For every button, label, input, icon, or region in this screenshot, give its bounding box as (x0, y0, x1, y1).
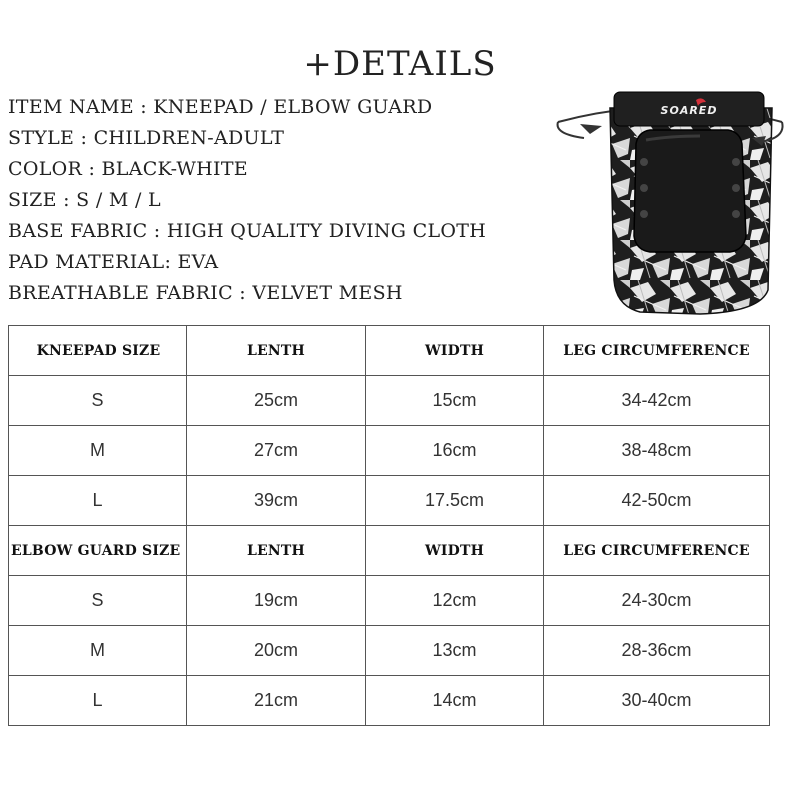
table-row (9, 476, 770, 526)
spec-size: SIZE : S / M / L (8, 189, 161, 211)
length-cell: 19cm (187, 576, 366, 626)
kneepad-product-image (550, 80, 790, 320)
size-cell: L (9, 476, 187, 526)
size-chart-table (8, 325, 770, 726)
table-row (9, 426, 770, 476)
width-cell: 17.5cm (366, 476, 544, 526)
length-header: LENTH (187, 526, 366, 576)
size-cell: L (9, 676, 187, 726)
width-cell: 13cm (366, 626, 544, 676)
circumference-cell: 24-30cm (544, 576, 770, 626)
size-cell: M (9, 626, 187, 676)
width-header: WIDTH (366, 526, 544, 576)
rivet (640, 158, 648, 166)
spec-pad-material: PAD MATERIAL: EVA (8, 251, 219, 273)
spec-item-name: ITEM NAME : KNEEPAD / ELBOW GUARD (8, 96, 433, 118)
rivet (732, 184, 740, 192)
width-cell: 16cm (366, 426, 544, 476)
table-row (9, 576, 770, 626)
length-cell: 39cm (187, 476, 366, 526)
elbow-guard-size-header: ELBOW GUARD SIZE (9, 526, 187, 576)
table-row (9, 676, 770, 726)
length-header: LENTH (187, 326, 366, 376)
table-row (9, 626, 770, 676)
width-cell: 15cm (366, 376, 544, 426)
length-cell: 20cm (187, 626, 366, 676)
table-row (9, 376, 770, 426)
brand-logo: SOARED (660, 104, 718, 117)
rivet (732, 158, 740, 166)
size-cell: S (9, 576, 187, 626)
spec-style: STYLE : CHILDREN-ADULT (8, 127, 285, 149)
rivet (732, 210, 740, 218)
width-cell: 14cm (366, 676, 544, 726)
kneepad-header-row (9, 326, 770, 376)
spec-base-fabric: BASE FABRIC : HIGH QUALITY DIVING CLOTH (8, 220, 487, 242)
circumference-cell: 42-50cm (544, 476, 770, 526)
size-cell: M (9, 426, 187, 476)
circumference-cell: 30-40cm (544, 676, 770, 726)
width-header: WIDTH (366, 326, 544, 376)
hard-cap (634, 130, 746, 252)
circumference-cell: 34-42cm (544, 376, 770, 426)
kneepad-size-header: KNEEPAD SIZE (9, 326, 187, 376)
width-cell: 12cm (366, 576, 544, 626)
length-cell: 21cm (187, 676, 366, 726)
spec-color: COLOR : BLACK-WHITE (8, 158, 248, 180)
leg-circumference-header: LEG CIRCUMFERENCE (544, 526, 770, 576)
rivet (640, 184, 648, 192)
size-cell: S (9, 376, 187, 426)
page-title: +DETAILS (303, 44, 497, 84)
length-cell: 25cm (187, 376, 366, 426)
elbow-header-row (9, 526, 770, 576)
spec-list (8, 94, 548, 311)
leg-circumference-header: LEG CIRCUMFERENCE (544, 326, 770, 376)
circumference-cell: 38-48cm (544, 426, 770, 476)
spec-breathable-fabric: BREATHABLE FABRIC : VELVET MESH (8, 282, 403, 304)
circumference-cell: 28-36cm (544, 626, 770, 676)
length-cell: 27cm (187, 426, 366, 476)
rivet (640, 210, 648, 218)
